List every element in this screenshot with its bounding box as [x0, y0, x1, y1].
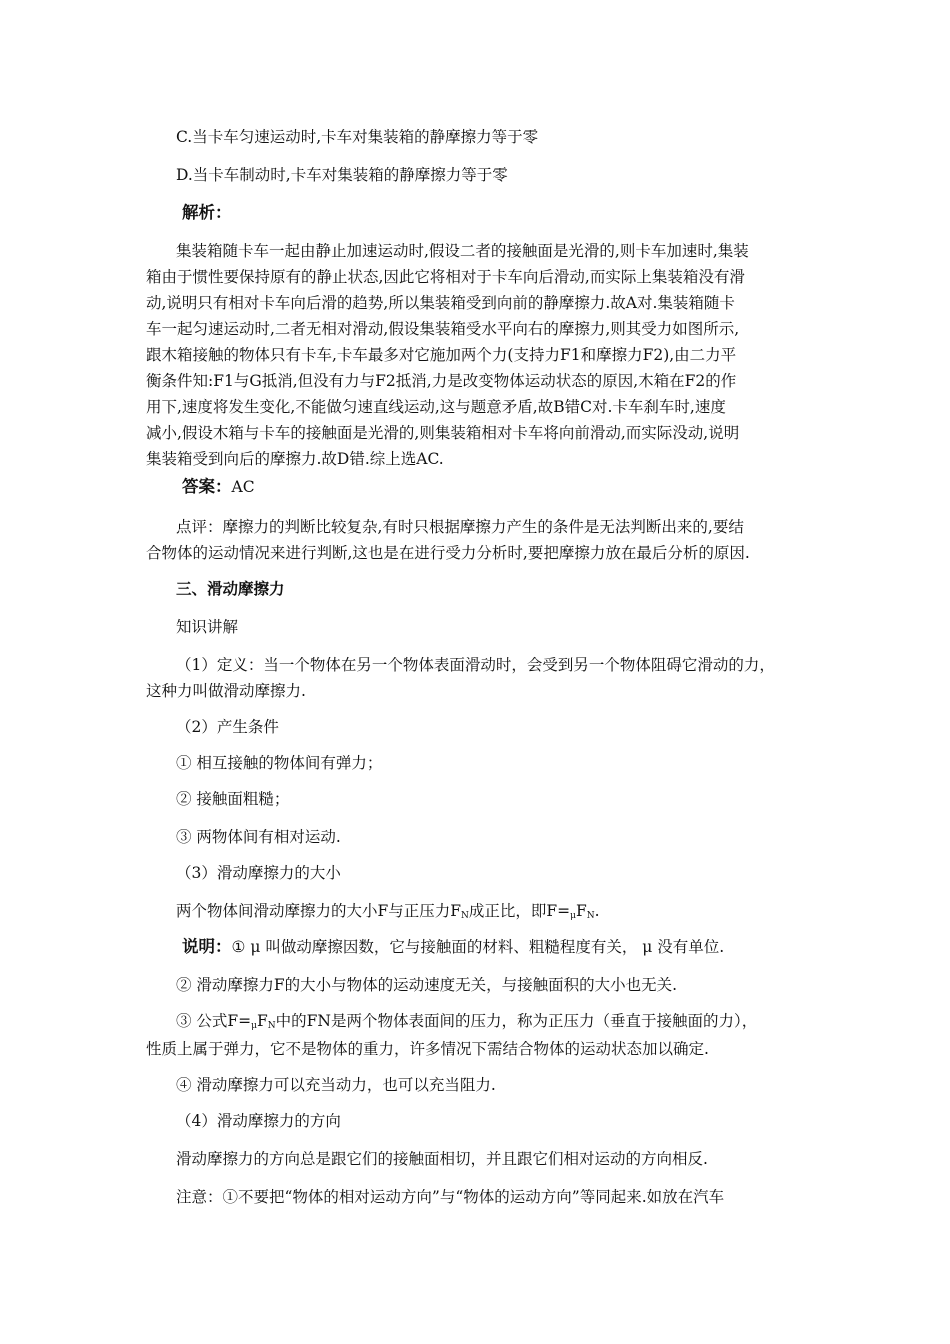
analysis-line-2: 箱由于惯性要保持原有的静止状态,因此它将相对于卡车向后滑动,而实际上集装箱没有滑: [146, 268, 745, 286]
note-1-row: [182, 932, 724, 962]
note-3-sub: N: [267, 1021, 276, 1031]
analysis-line-1: 集装箱随卡车一起由静止加速运动时,假设二者的接触面是光滑的,则卡车加速时,集装: [176, 242, 749, 260]
note-3-pre: ③ 公式F=: [176, 1012, 252, 1030]
answer-value: AC: [231, 478, 255, 496]
notes-label: 说明：: [182, 937, 232, 956]
option-c: C.当卡车匀速运动时,卡车对集装箱的静摩擦力等于零: [176, 128, 539, 146]
note-1: ① μ 叫做动摩擦因数，它与接触面的材料、粗糙程度有关， μ 没有单位.: [231, 938, 725, 956]
analysis-label-text: 解析：: [182, 203, 232, 222]
condition-3: ③ 两物体间有相对运动.: [176, 828, 341, 846]
answer-row: [182, 472, 255, 502]
direction-text: 滑动摩擦力的方向总是跟它们的接触面相切，并且跟它们相对运动的方向相反.: [176, 1150, 708, 1168]
analysis-line-8: 减小,假设木箱与卡车的接触面是光滑的,则集装箱相对卡车将向前滑动,而实际没动,说明: [146, 424, 740, 442]
analysis-line-4: 车一起匀速运动时,二者无相对滑动,假设集装箱受水平向右的摩擦力,则其受力如图所示,: [146, 320, 740, 338]
size-text-mid: 成正比，即F=: [468, 902, 571, 920]
size-formula-line: [176, 896, 600, 931]
size-text-f: F: [576, 902, 587, 920]
direction-title: （4）滑动摩擦力的方向: [176, 1112, 341, 1130]
analysis-label: [182, 198, 232, 228]
size-mu: μ: [570, 911, 576, 921]
size-sub-n: N: [461, 911, 469, 921]
comment-line-1: 点评：摩擦力的判断比较复杂,有时只根据摩擦力产生的条件是无法判断出来的,要结: [176, 518, 744, 536]
note-2: ② 滑动摩擦力F的大小与物体的运动速度无关，与接触面积的大小也无关.: [176, 976, 678, 994]
comment-line-2: 合物体的运动情况来进行判断,这也是在进行受力分析时,要把摩擦力放在最后分析的原因.: [146, 544, 750, 562]
section-subheading: 知识讲解: [176, 618, 239, 636]
size-text-pre: 两个物体间滑动摩擦力的大小F与正压力F: [176, 902, 462, 920]
size-text-end: .: [594, 902, 600, 920]
analysis-line-9: 集装箱受到向后的摩擦力.故D错.综上选AC.: [146, 450, 444, 468]
size-sub-n2: N: [586, 911, 595, 921]
option-d: D.当卡车制动时,卡车对集装箱的静摩擦力等于零: [176, 166, 508, 184]
direction-note: 注意：①不要把“物体的相对运动方向”与“物体的运动方向”等同起来.如放在汽车: [176, 1188, 725, 1206]
analysis-line-6: 衡条件知:F1与G抵消,但没有力与F2抵消,力是改变物体运动状态的原因,木箱在F2的作: [146, 372, 737, 390]
section-heading: 三、滑动摩擦力: [176, 580, 285, 598]
condition-2: ② 接触面粗糙；: [176, 790, 290, 808]
note-4: ④ 滑动摩擦力可以充当动力，也可以充当阻力.: [176, 1076, 496, 1094]
analysis-line-7: 用下,速度将发生变化,不能做匀速直线运动,这与题意矛盾,故B错C对.卡车刹车时,速度: [146, 398, 726, 416]
note-3-post: 中的FN是两个物体表面间的压力，称为正压力（垂直于接触面的力），: [275, 1012, 758, 1030]
note-3-mu: μ: [251, 1021, 258, 1031]
definition-line-2: 这种力叫做滑动摩擦力.: [146, 682, 306, 700]
conditions-title: （2）产生条件: [176, 718, 279, 736]
analysis-line-5: 跟木箱接触的物体只有卡车,卡车最多对它施加两个力(支持力F1和摩擦力F2),由二力平: [146, 346, 737, 364]
size-title: （3）滑动摩擦力的大小: [176, 864, 341, 882]
note-3-f: F: [257, 1012, 268, 1030]
answer-label: 答案：: [182, 477, 232, 496]
definition-line-1: （1）定义：当一个物体在另一个物体表面滑动时，会受到另一个物体阻碍它滑动的力，: [176, 656, 775, 674]
note-3-line-2: 性质上属于弹力，它不是物体的重力，许多情况下需结合物体的运动状态加以确定.: [146, 1040, 709, 1058]
condition-1: ① 相互接触的物体间有弹力；: [176, 754, 383, 772]
analysis-line-3: 动,说明只有相对卡车向后滑的趋势,所以集装箱受到向前的静摩擦力.故A对.集装箱随卡: [146, 294, 735, 312]
